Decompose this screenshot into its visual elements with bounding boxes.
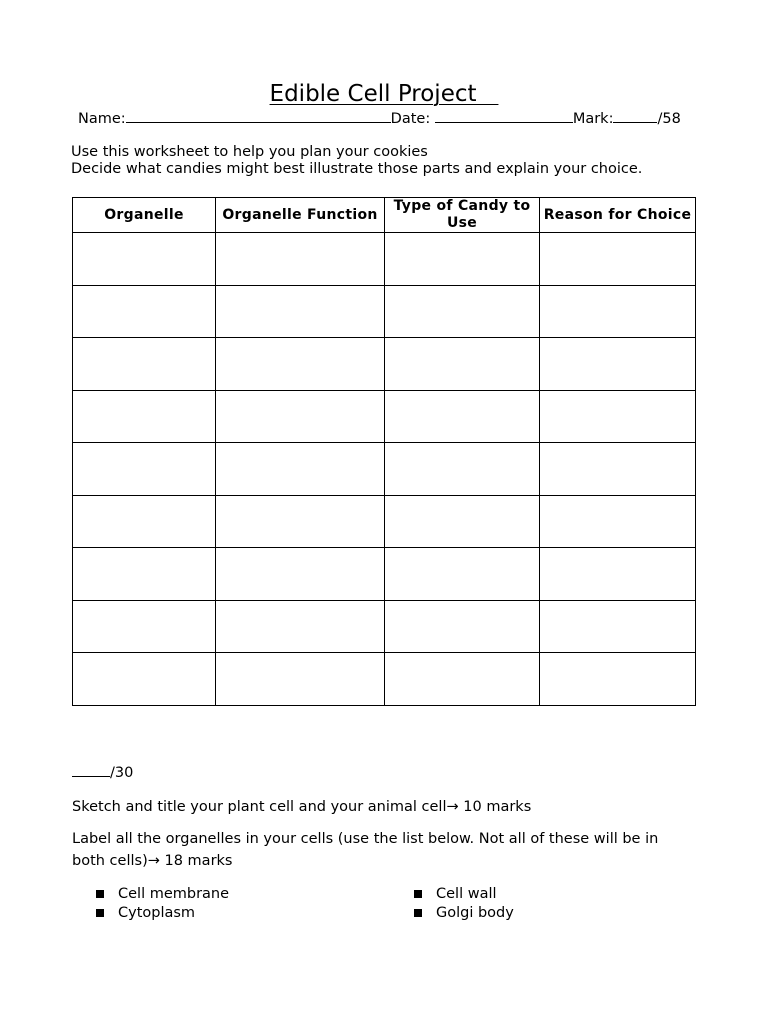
header-reason-for-choice: Reason for Choice <box>540 198 696 233</box>
table-cell[interactable] <box>385 548 540 601</box>
table-row <box>73 653 696 706</box>
label-marks: 18 marks <box>159 853 233 869</box>
sketch-marks: 10 marks <box>458 799 532 815</box>
table-cell[interactable] <box>385 653 540 706</box>
table-cell[interactable] <box>385 233 540 286</box>
square-bullet-icon <box>96 909 104 917</box>
table-cell[interactable] <box>73 443 216 496</box>
header-organelle: Organelle <box>73 198 216 233</box>
worksheet-title <box>0 79 768 109</box>
list-item <box>414 885 514 904</box>
square-bullet-icon <box>414 890 422 898</box>
square-bullet-icon <box>96 890 104 898</box>
organelle-list-column-1 <box>96 885 229 923</box>
sketch-text: Sketch and title your plant cell and your animal cell <box>72 799 447 815</box>
table-cell[interactable] <box>73 495 216 548</box>
instructions-intro <box>71 144 642 178</box>
table-cell[interactable] <box>216 600 385 653</box>
header-type-of-candy: Type of Candy to Use <box>385 198 540 233</box>
table-cell[interactable] <box>216 443 385 496</box>
list-item <box>96 904 229 923</box>
table-cell[interactable] <box>385 495 540 548</box>
mark-label: Mark: <box>572 111 614 127</box>
table-row <box>73 338 696 391</box>
score-total: /30 <box>110 765 134 781</box>
organelle-name: Cell membrane <box>118 886 230 902</box>
table-row <box>73 443 696 496</box>
sketch-instruction <box>72 796 531 818</box>
table-cell[interactable] <box>385 443 540 496</box>
table-cell[interactable] <box>216 548 385 601</box>
table-cell[interactable] <box>540 495 696 548</box>
organelle-name: Cytoplasm <box>118 905 196 921</box>
student-info-line <box>78 108 681 129</box>
table-cell[interactable] <box>385 285 540 338</box>
table-cell[interactable] <box>540 548 696 601</box>
name-blank[interactable] <box>126 108 391 123</box>
table-cell[interactable] <box>73 653 216 706</box>
table-cell[interactable] <box>540 443 696 496</box>
score-line <box>72 762 133 783</box>
table-cell[interactable] <box>73 338 216 391</box>
table-cell[interactable] <box>540 390 696 443</box>
table-row <box>73 495 696 548</box>
table-row <box>73 390 696 443</box>
organelle-list-column-2 <box>414 885 514 923</box>
table-cell[interactable] <box>216 653 385 706</box>
table-cell[interactable] <box>73 233 216 286</box>
right-arrow-icon: → <box>147 853 160 869</box>
right-arrow-icon: → <box>446 799 459 815</box>
table-cell[interactable] <box>540 233 696 286</box>
table-cell[interactable] <box>216 285 385 338</box>
title-text: Edible Cell Project <box>269 81 499 107</box>
intro-line-2: Decide what candies might best illustrate those parts and explain your choice. <box>71 161 643 177</box>
table-cell[interactable] <box>540 600 696 653</box>
table-cell[interactable] <box>540 285 696 338</box>
table-cell[interactable] <box>73 548 216 601</box>
date-label: Date: <box>390 111 435 127</box>
table-cell[interactable] <box>216 233 385 286</box>
mark-total: /58 <box>657 111 681 127</box>
table-cell[interactable] <box>540 653 696 706</box>
table-row <box>73 233 696 286</box>
table-cell[interactable] <box>385 600 540 653</box>
organelle-name: Golgi body <box>436 905 514 921</box>
table-cell[interactable] <box>385 390 540 443</box>
table-row <box>73 548 696 601</box>
table-row <box>73 285 696 338</box>
table-cell[interactable] <box>216 338 385 391</box>
table-cell[interactable] <box>540 338 696 391</box>
square-bullet-icon <box>414 909 422 917</box>
list-item <box>96 885 229 904</box>
table-cell[interactable] <box>73 390 216 443</box>
table-cell[interactable] <box>216 390 385 443</box>
table-body <box>73 233 696 706</box>
table-cell[interactable] <box>73 600 216 653</box>
table-cell[interactable] <box>216 495 385 548</box>
planning-table <box>72 197 696 706</box>
date-blank[interactable] <box>435 108 573 123</box>
table-header-row <box>73 198 696 233</box>
table-cell[interactable] <box>385 338 540 391</box>
mark-blank[interactable] <box>613 108 657 123</box>
intro-line-1: Use this worksheet to help you plan your cookies <box>71 144 428 160</box>
score-blank[interactable] <box>72 762 110 777</box>
header-organelle-function: Organelle Function <box>216 198 385 233</box>
table-row <box>73 600 696 653</box>
list-item <box>414 904 514 923</box>
name-label: Name: <box>78 111 126 127</box>
label-instruction <box>72 828 692 872</box>
organelle-name: Cell wall <box>436 886 497 902</box>
table-cell[interactable] <box>73 285 216 338</box>
label-text: Label all the organelles in your cells (use the list below. Not all of these will be in both cells) <box>72 831 659 869</box>
